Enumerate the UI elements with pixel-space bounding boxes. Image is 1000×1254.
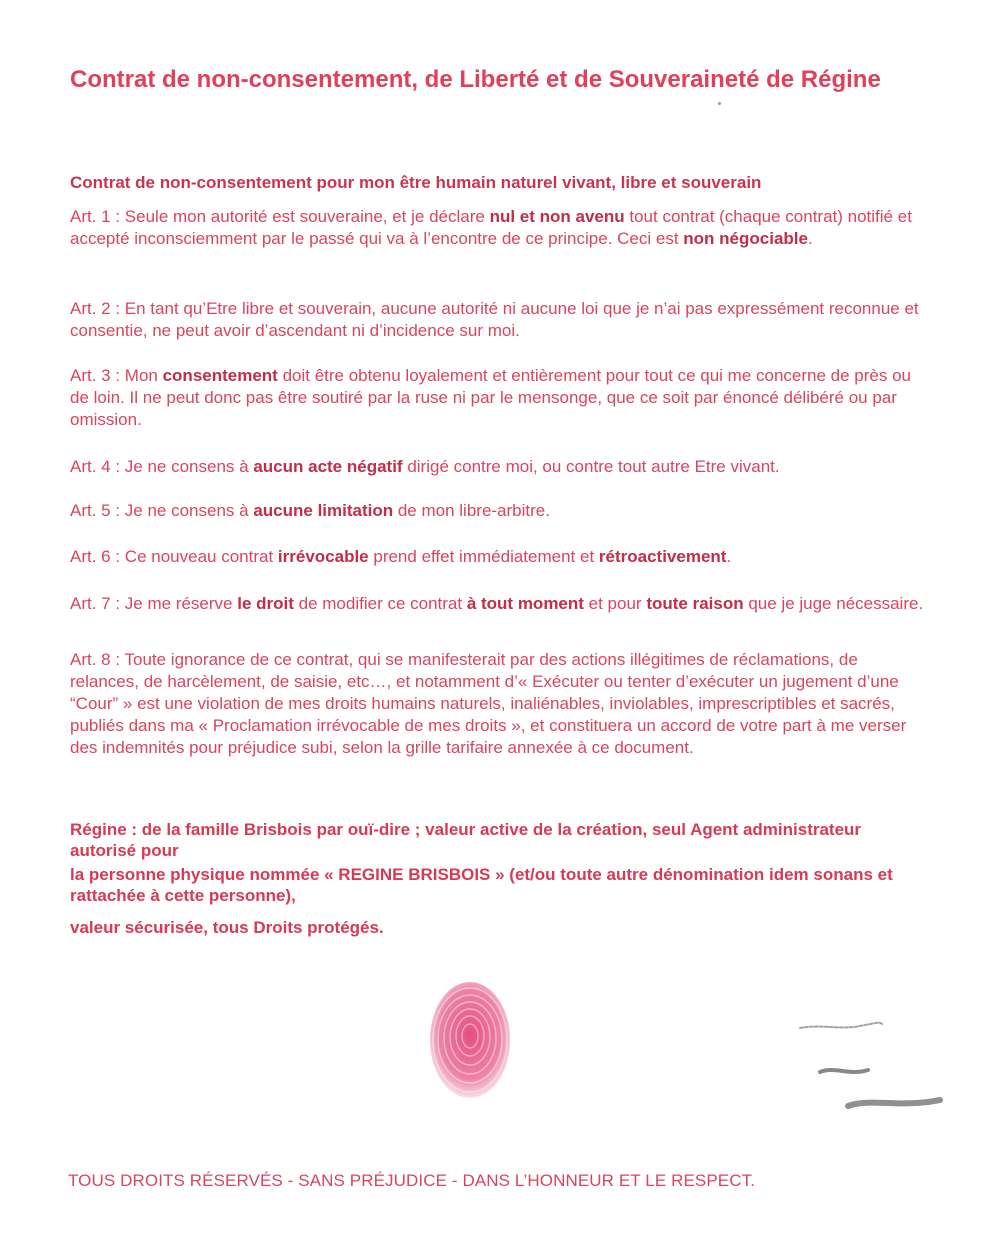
article-emphasis: toute raison [646, 594, 744, 613]
article-emphasis: aucun acte négatif [253, 457, 403, 476]
article-2 [70, 298, 930, 342]
article-text: Art. 2 : En tant qu’Etre libre et souverain, aucune autorité ni aucune loi que je n’ai pas expressément reconnue et consentie, ne peut avoir d’ascendant ni d’incidence sur moi. [70, 299, 919, 340]
article-emphasis: rétroactivement [598, 547, 727, 566]
article-8 [70, 649, 930, 759]
article-emphasis: consentement [162, 366, 278, 385]
article-3 [70, 365, 930, 431]
identity-line-1: Régine : de la famille Brisbois par ouï-dire ; valeur active de la création, seul Agent administrateur autorisé pour [70, 820, 862, 860]
article-emphasis: non négociable [683, 229, 808, 248]
article-text: de modifier ce contrat [293, 594, 467, 613]
article-text: Art. 1 : Seule mon autorité est souveraine, et je déclare [70, 207, 490, 226]
article-text: doit être obtenu loyalement et entièrement pour tout ce qui me concerne de près ou de loin. Il ne peut donc pas être soutiré par la ruse ni par le mensonge, que ce soit par énoncé délibéré ou par omission. [70, 366, 912, 429]
article-emphasis: nul et non avenu [489, 207, 625, 226]
article-text: que je juge nécessaire. [743, 594, 924, 613]
fingerprint-icon [420, 978, 520, 1104]
article-text: Art. 3 : Mon [70, 366, 163, 385]
article-4 [70, 456, 930, 478]
article-emphasis: le droit [237, 594, 294, 613]
article-6 [70, 546, 930, 568]
article-text: de mon libre-arbitre. [393, 501, 550, 520]
footer-rights: TOUS DROITS RÉSERVÉS - SANS PRÉJUDICE - DANS L’HONNEUR ET LE RESPECT. [68, 1171, 756, 1190]
article-text: Art. 6 : Ce nouveau contrat [70, 547, 278, 566]
article-text: dirigé contre moi, ou contre tout autre Etre vivant. [402, 457, 780, 476]
document-title: Contrat de non-consentement, de Liberté et de Souveraineté de Régine [70, 66, 881, 93]
article-emphasis: aucune limitation [253, 501, 394, 520]
article-5 [70, 500, 930, 522]
signature-icon [790, 1010, 960, 1120]
article-text: . [807, 229, 813, 248]
article-text: Art. 4 : Je ne consens à [70, 457, 254, 476]
article-text: Art. 5 : Je ne consens à [70, 501, 254, 520]
document-subtitle: Contrat de non-consentement pour mon être humain naturel vivant, libre et souverain [70, 173, 762, 192]
article-emphasis: à tout moment [466, 594, 584, 613]
article-7 [70, 593, 930, 615]
article-text: . [726, 547, 732, 566]
article-text: prend effet immédiatement et [368, 547, 599, 566]
article-text: tout contrat (chaque contrat) notifié et accepté inconsciemment par le passé qui va à l’encontre de ce principe. Ceci est [70, 207, 912, 248]
scan-speck [718, 102, 721, 105]
article-emphasis: irrévocable [277, 547, 369, 566]
article-text: et pour [583, 594, 647, 613]
article-text: Art. 8 : Toute ignorance de ce contrat, qui se manifesterait par des actions illégitimes de réclamations, de relances, de harcèlement, de saisie, etc…, et notamment d’« Exécuter ou tenter d’exécuter un jugement d’une “Cour” » est une violation de mes droits humains naturels, inaliénables, inviolables, imprescriptibles et sacrés, publiés dans ma « Proclamation irrévocable de mes droits », et constituera un accord de votre part à me verser des indemnités pour préjudice subi, selon la grille tarifaire annexée à ce document. [70, 650, 907, 757]
identity-line-3: valeur sécurisée, tous Droits protégés. [70, 918, 384, 937]
article-1 [70, 206, 930, 250]
identity-line-2: la personne physique nommée « REGINE BRISBOIS » (et/ou toute autre dénomination idem sonans et rattachée à cette personne), [70, 865, 893, 905]
article-text: Art. 7 : Je me réserve [70, 594, 238, 613]
